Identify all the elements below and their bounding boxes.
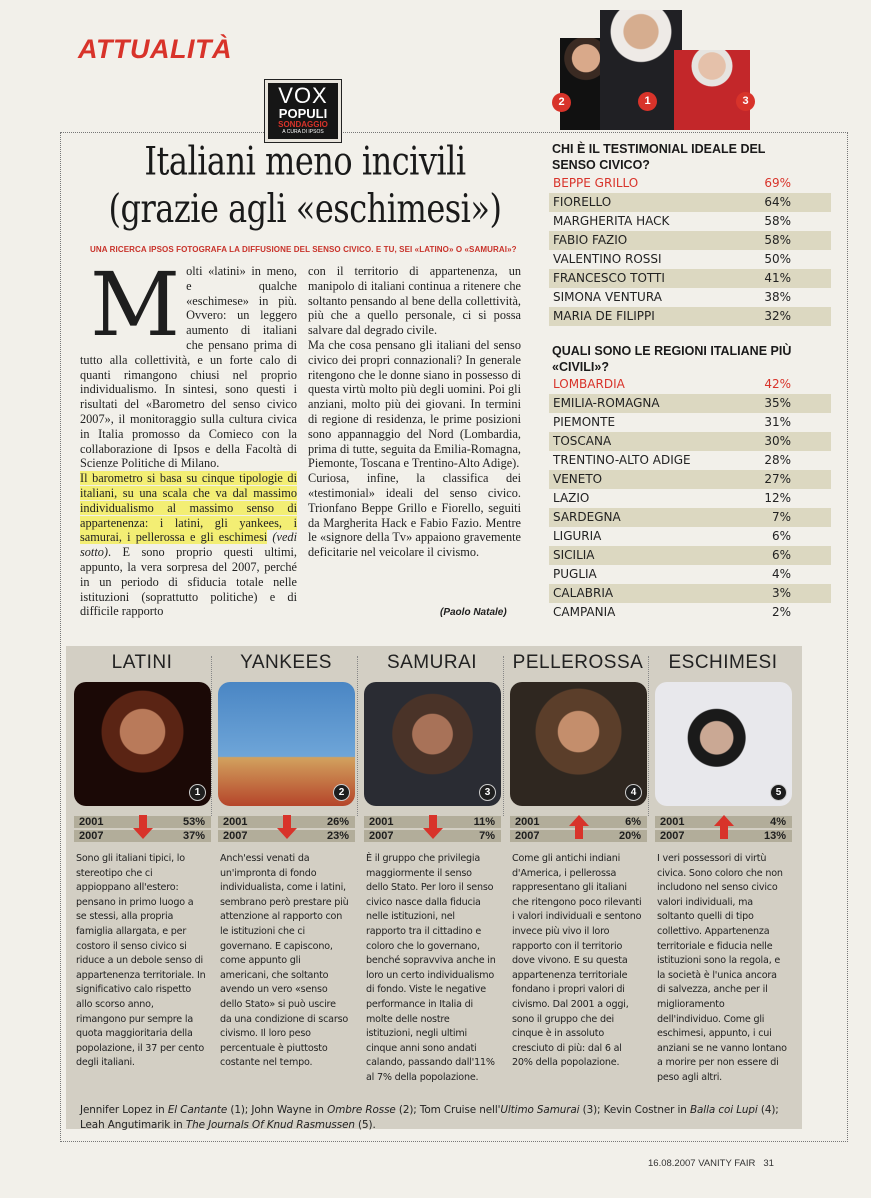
type-photo bbox=[510, 682, 647, 806]
row-percent: 2% bbox=[771, 605, 791, 619]
table-row bbox=[549, 250, 831, 269]
paragraph: Curiosa, infine, la classifica dei «testimonial» ideali del senso civico. Trionfano Beppe Grillo e Fiorello, seguiti da Margherita Hack e Fabio Fazio. Mentre le «signore della Tv» appaiono gravemente deficitarie nel veicolare il civismo. bbox=[308, 471, 521, 560]
arrow-up-icon bbox=[568, 814, 590, 840]
row-percent: 12% bbox=[764, 491, 791, 505]
table-row bbox=[549, 269, 831, 288]
year-label: 2001 bbox=[660, 816, 685, 828]
type-separator bbox=[503, 656, 504, 816]
row-percent: 64% bbox=[764, 195, 791, 209]
type-description: Sono gli italiani tipici, lo stereotipo che ci appioppano all'estero: pensano in primo luogo a se stessi, alla propria famiglia allargata, e per costoro il senso civico si riduce a un debole senso di appartenenza territoriale. In significativo calo rispetto allo scorso anno, rimangono pur sempre la quota maggioritaria della popolazione, il 37 per cento degli italiani. bbox=[76, 853, 206, 1069]
year-label: 2001 bbox=[223, 816, 248, 828]
table-row bbox=[549, 489, 831, 508]
row-percent: 69% bbox=[764, 176, 791, 190]
paragraph: olti «latini» in meno, e qualche «eschimese» in più. Ovvero: un leggero aumento di italiani che pensano prima di tutto alla collettività, e un forte calo di quanti rimangono chiusi nel proprio individualismo. In sintesi, sono questi i risultati del «Barometro del senso civico 2007», il monitoraggio sulla cultura civica in Italia promosso da Comieco con la collaborazione di Ipsos e della Facoltà di Scienze Politiche di Milano. bbox=[80, 264, 297, 471]
row-percent: 6% bbox=[771, 548, 791, 562]
year-value: 7% bbox=[479, 830, 495, 842]
article-column-2 bbox=[308, 264, 521, 560]
credit-title: The Journals Of Knud Rasmussen bbox=[185, 1118, 355, 1131]
photo-badge: 3 bbox=[736, 92, 755, 111]
credit-title: Ombre Rosse bbox=[327, 1104, 396, 1116]
section-label: ATTUALITÀ bbox=[78, 34, 232, 64]
credit-ref: (4); bbox=[757, 1104, 779, 1116]
table1-title: CHI È IL TESTIMONIAL IDEALE DEL SENSO CIVICO? bbox=[552, 142, 766, 172]
type-heading: SAMURAI bbox=[386, 652, 478, 673]
row-name: FABIO FAZIO bbox=[553, 233, 628, 247]
year-value: 53% bbox=[182, 816, 205, 828]
credit-title: Ultimo Samurai bbox=[500, 1104, 580, 1116]
headline bbox=[80, 138, 530, 233]
table-row bbox=[549, 288, 831, 307]
year-value: 4% bbox=[770, 816, 786, 828]
credit-ref: (3); bbox=[579, 1104, 604, 1116]
row-percent: 38% bbox=[764, 290, 791, 304]
row-name: MARIA DE FILIPPI bbox=[553, 309, 655, 323]
row-name: SIMONA VENTURA bbox=[553, 290, 662, 304]
row-name: EMILIA-ROMAGNA bbox=[553, 396, 660, 410]
drop-cap: M bbox=[90, 253, 181, 356]
table-row bbox=[549, 508, 831, 527]
type-heading: ESCHIMESI bbox=[668, 652, 778, 673]
row-name: MARGHERITA HACK bbox=[553, 214, 670, 228]
row-name: SICILIA bbox=[553, 548, 595, 562]
row-percent: 58% bbox=[764, 233, 791, 247]
highlighted-text: Il barometro si basa su cinque tipologie di italiani, su una scala che va dal massimo individualismo al massimo senso di appartenenza: i latini, gli yankees, i samurai, i pellerossa e gli eschimesi bbox=[80, 471, 297, 545]
year-value: 13% bbox=[763, 830, 786, 842]
photo-credits bbox=[80, 1103, 800, 1132]
row-percent: 27% bbox=[764, 472, 791, 486]
type-photo bbox=[218, 682, 355, 806]
vox-line: VOX bbox=[278, 83, 328, 108]
year-label: 2001 bbox=[79, 816, 104, 828]
headline-line: (grazie agli «eschimesi») bbox=[108, 185, 502, 232]
type-badge: 3 bbox=[479, 784, 496, 801]
row-name: PUGLIA bbox=[553, 567, 597, 581]
year-value: 20% bbox=[618, 830, 641, 842]
type-photo bbox=[364, 682, 501, 806]
table-row bbox=[549, 584, 831, 603]
row-name: LOMBARDIA bbox=[553, 377, 625, 391]
vox-line: SONDAGGIO bbox=[278, 120, 328, 129]
table-row bbox=[549, 470, 831, 489]
row-name: VALENTINO ROSSI bbox=[553, 252, 662, 266]
row-name: BEPPE GRILLO bbox=[553, 176, 639, 190]
vox-populi-logo bbox=[265, 80, 341, 142]
testimonial-photos bbox=[548, 2, 853, 130]
row-percent: 50% bbox=[764, 252, 791, 266]
year-value: 26% bbox=[326, 816, 349, 828]
type-separator bbox=[211, 656, 212, 816]
photo-badge: 1 bbox=[638, 92, 657, 111]
credit-ref: (2); bbox=[395, 1104, 420, 1116]
row-percent: 58% bbox=[764, 214, 791, 228]
row-percent: 4% bbox=[771, 567, 791, 581]
paragraph: Ma che cosa pensano gli italiani del senso civico dei propri connazionali? In generale ritengono che le donne siano in possesso di questa virtù molto più degli uomini. Poi gli anziani, molto più dei giovani. In termini di regione di residenza, le prime posizioni sono appannaggio del Nord (Lombardia, prima di tutte, seguita da Emilia-Romagna, Piemonte, Toscana e Trentino-Alto Adige). bbox=[308, 337, 521, 471]
row-percent: 30% bbox=[764, 434, 791, 448]
row-percent: 35% bbox=[764, 396, 791, 410]
year-label: 2007 bbox=[79, 830, 104, 842]
page-number: 31 bbox=[763, 1158, 774, 1169]
table-row bbox=[549, 307, 831, 326]
arrow-down-icon bbox=[422, 814, 444, 840]
table-row bbox=[549, 527, 831, 546]
row-name: TOSCANA bbox=[553, 434, 612, 448]
type-photo bbox=[655, 682, 792, 806]
vox-line: POPULI bbox=[278, 106, 328, 121]
row-percent: 31% bbox=[764, 415, 791, 429]
arrow-down-icon bbox=[132, 814, 154, 840]
credit-text: Leah Angutimarik in bbox=[80, 1118, 186, 1131]
row-name: LIGURIA bbox=[553, 529, 602, 543]
row-percent: 42% bbox=[764, 377, 791, 391]
row-percent: 41% bbox=[764, 271, 791, 285]
table-row bbox=[549, 546, 831, 565]
credit-text: Tom Cruise nell' bbox=[419, 1104, 501, 1116]
row-name: SARDEGNA bbox=[553, 510, 621, 524]
row-name: LAZIO bbox=[553, 491, 590, 505]
table-row bbox=[549, 193, 831, 212]
row-name: PIEMONTE bbox=[553, 415, 616, 429]
footer-date: 16.08.2007 bbox=[648, 1158, 696, 1169]
year-label: 2007 bbox=[369, 830, 394, 842]
credit-ref: (1); bbox=[227, 1104, 252, 1116]
year-label: 2001 bbox=[515, 816, 540, 828]
type-badge: 1 bbox=[189, 784, 206, 801]
table-row bbox=[549, 451, 831, 470]
type-photo bbox=[74, 682, 211, 806]
table-row bbox=[549, 413, 831, 432]
arrow-down-icon bbox=[276, 814, 298, 840]
year-label: 2007 bbox=[515, 830, 540, 842]
year-value: 37% bbox=[182, 830, 205, 842]
row-percent: 3% bbox=[771, 586, 791, 600]
credit-text: John Wayne in bbox=[251, 1104, 328, 1116]
row-percent: 32% bbox=[764, 309, 791, 323]
row-name: TRENTINO-ALTO ADIGE bbox=[553, 453, 691, 467]
author-byline: (Paolo Natale) bbox=[440, 607, 507, 618]
article-column-1 bbox=[80, 253, 297, 619]
table-row bbox=[549, 212, 831, 231]
credit-title: El Cantante bbox=[167, 1104, 228, 1116]
credit-title: Balla coi Lupi bbox=[690, 1104, 758, 1116]
vox-line: A CURA DI IPSOS bbox=[282, 129, 324, 135]
table-row bbox=[549, 174, 831, 193]
type-badge: 4 bbox=[625, 784, 642, 801]
type-description: Come gli antichi indiani d'America, i pellerossa rappresentano gli italiani che ritengono poco rilevanti i valori individuali e sentono invece più vivo il loro rapporto con il territorio dove vivono. E su questa appartenenza territoriale fondano i propri valori di civismo. Dal 2001 a oggi, sono il gruppo che dei cinque è in assoluto cresciuto di più: dal 6 al 20% della popolazione. bbox=[512, 853, 642, 1069]
year-value: 6% bbox=[625, 816, 641, 828]
see-below: (vedi sotto) bbox=[80, 530, 297, 560]
table-row bbox=[549, 394, 831, 413]
type-separator bbox=[648, 656, 649, 816]
year-label: 2007 bbox=[660, 830, 685, 842]
year-label: 2001 bbox=[369, 816, 394, 828]
type-description: Anch'essi venati da un'impronta di fondo individualista, come i latini, sembrano però prestare più attenzione al rapporto con le istituzioni che ci governano. E capiscono, come appunto gli americani, che soltanto avendo un vero «senso dello Stato» si può uscire da una condizione di scarso civismo. Il loro peso percentuale è piuttosto costante nel tempo. bbox=[220, 853, 349, 1069]
year-label: 2007 bbox=[223, 830, 248, 842]
row-name: CAMPANIA bbox=[553, 605, 616, 619]
year-value: 11% bbox=[473, 816, 495, 828]
credit-ref: (5). bbox=[354, 1118, 376, 1131]
row-name: FRANCESCO TOTTI bbox=[553, 271, 665, 285]
row-name: CALABRIA bbox=[553, 586, 614, 600]
subheadline: UNA RICERCA IPSOS FOTOGRAFA LA DIFFUSIONE DEL SENSO CIVICO. E TU, SEI «LATINO» O «SAMURAI»? bbox=[90, 245, 517, 254]
table-row bbox=[549, 375, 831, 394]
photo-beppe-grillo bbox=[600, 10, 682, 130]
footer-magazine: VANITY FAIR bbox=[698, 1158, 756, 1169]
type-separator bbox=[357, 656, 358, 816]
table-row bbox=[549, 432, 831, 451]
photo-badge: 2 bbox=[552, 93, 571, 112]
row-name: VENETO bbox=[553, 472, 603, 486]
paragraph: . E sono proprio questi ultimi, appunto, la vera sorpresa del 2007, perché in un periodo di sfiducia totale nelle istituzioni (soprattutto politiche) e di difficile rapporto bbox=[80, 545, 297, 619]
photo-margherita-hack bbox=[674, 50, 750, 130]
table-row bbox=[549, 231, 831, 250]
type-description: I veri possessori di virtù civica. Sono coloro che non includono nel senso civico valori individuali, ma soltanto quelli di tipo collettivo. Appartenenza territoriale e fiducia nelle istituzioni sono la regola, e la società è l'unica ancora di salvezza, anche per il miglioramento dell'individuo. Come gli eschimesi, appunto, i cui anziani se ne vanno lontano a morire per non essere di peso agli altri. bbox=[657, 853, 787, 1083]
credit-text: Jennifer Lopez in bbox=[80, 1104, 168, 1116]
table2-title: QUALI SONO LE REGIONI ITALIANE PIÙ «CIVILI»? bbox=[552, 344, 792, 374]
type-heading: LATINI bbox=[111, 652, 173, 673]
paragraph: con il territorio di appartenenza, un manipolo di italiani continua a ritenere che soltanto pensando al bene della collettività, più che a quello personale, ci si possa salvare dal degrado civile. bbox=[308, 264, 521, 338]
page-footer bbox=[648, 1158, 774, 1169]
row-percent: 6% bbox=[771, 529, 791, 543]
row-percent: 28% bbox=[764, 453, 791, 467]
table-row bbox=[549, 565, 831, 584]
headline-line: Italiani meno incivili bbox=[144, 138, 466, 185]
row-name: FIORELLO bbox=[553, 195, 612, 209]
type-badge: 5 bbox=[770, 784, 787, 801]
row-percent: 7% bbox=[771, 510, 791, 524]
type-heading: PELLEROSSA bbox=[512, 652, 644, 673]
table-row bbox=[549, 603, 831, 622]
credit-text: Kevin Costner in bbox=[603, 1104, 690, 1116]
type-heading: YANKEES bbox=[240, 652, 332, 673]
arrow-up-icon bbox=[713, 814, 735, 840]
type-badge: 2 bbox=[333, 784, 350, 801]
type-description: È il gruppo che privilegia maggiormente il senso dello Stato. Per loro il senso civico nasce dalla fiducia nelle istituzioni, nel rapporto tra il cittadino e coloro che lo governano, benché sopravviva anche in loro un certo individualismo di fondo. Viste le negative performance in Italia di molte delle nostre istituzioni, negli ultimi cinque anni sono andati calando, passando dall'11% al 7% della popolazione. bbox=[366, 853, 496, 1083]
year-value: 23% bbox=[326, 830, 349, 842]
